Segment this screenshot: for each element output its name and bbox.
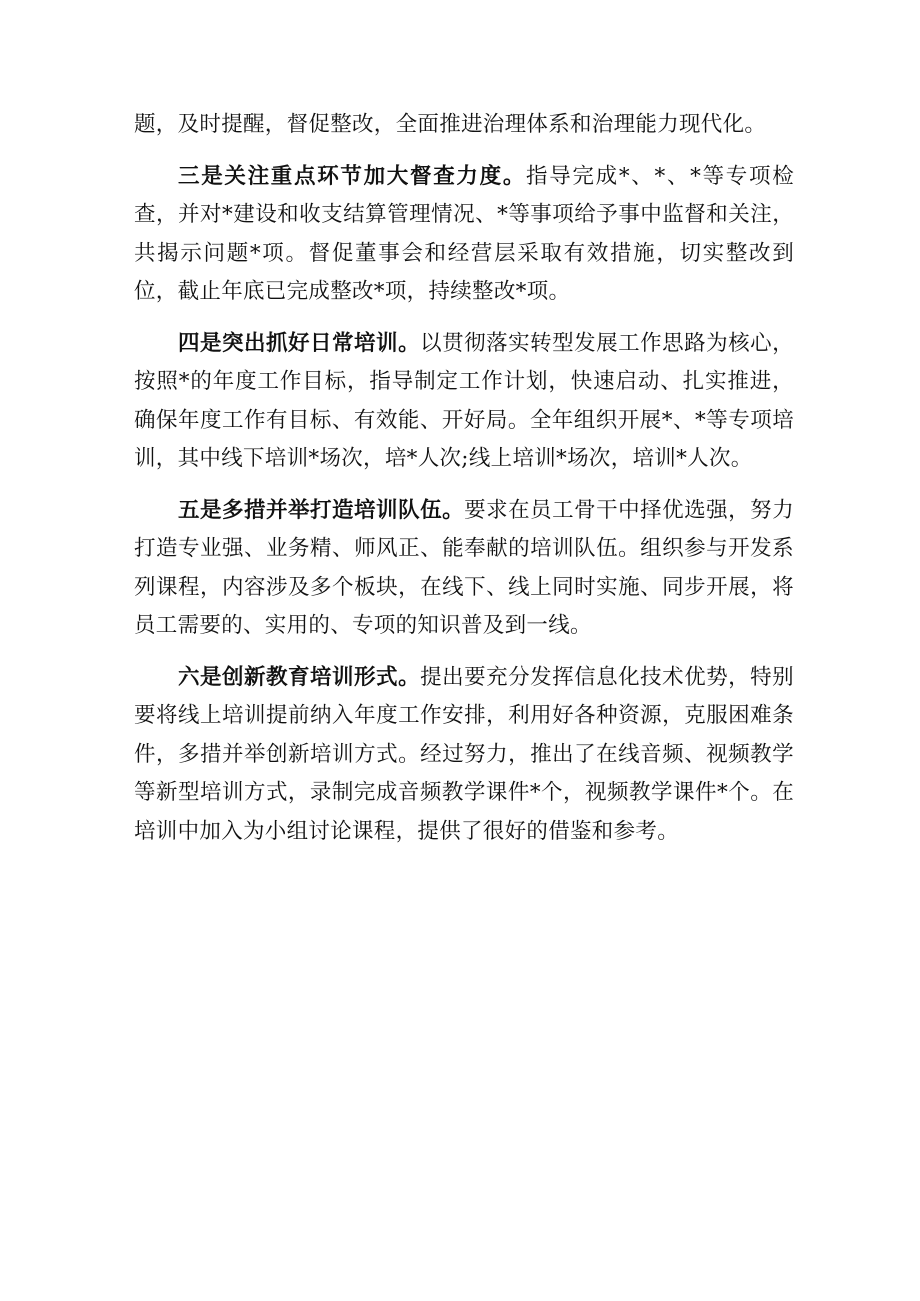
- paragraph-body: 以贯彻落实转型发展工作思路为核心，按照*的年度工作目标，指导制定工作计划，快速启动、扎实推进，确保年度工作有目标、有效能、开好局。全年组织开展*、*等专项培训，其中线下培训*场次，培*人次;线上培训*场次，培训*人次。: [134, 330, 794, 471]
- paragraph-training-team: [134, 492, 794, 646]
- paragraph-body: 提出要充分发挥信息化技术优势，特别要将线上培训提前纳入年度工作安排，利用好各种资源，克服困难条件，多措并举创新培训方式。经过努力，推出了在线音频、视频教学等新型培训方式，录制完成音频教学课件*个，视频教学课件*个。在培训中加入为小组讨论课程，提供了很好的借鉴和参考。: [134, 664, 794, 844]
- paragraph-heading: 五是多措并举打造培训队伍。: [178, 497, 465, 523]
- paragraph-body: 题，及时提醒，督促整改，全面推进治理体系和治理能力现代化。: [134, 112, 767, 137]
- paragraph-heading: 四是突出抓好日常培训。: [178, 330, 421, 356]
- paragraph-inspection: [134, 158, 794, 312]
- paragraph-training-format: [134, 659, 794, 852]
- document-body: [134, 106, 794, 851]
- paragraph-body: 指导完成*、*、*等专项检查，并对*建设和收支结算管理情况、*等事项给予事中监督和关注，共揭示问题*项。督促董事会和经营层采取有效措施，切实整改到位，截止年底已完成整改*项，持续整改*项。: [134, 163, 794, 304]
- paragraph-body: 要求在员工骨干中择优选强，努力打造专业强、业务精、师风正、能奉献的培训队伍。组织参与开发系列课程，内容涉及多个板块，在线下、线上同时实施、同步开展，将员工需要的、实用的、专项的知识普及到一线。: [134, 497, 794, 638]
- paragraph-continuation: [134, 106, 794, 145]
- paragraph-heading: 六是创新教育培训形式。: [178, 664, 421, 690]
- paragraph-daily-training: [134, 325, 794, 479]
- paragraph-heading: 三是关注重点环节加大督查力度。: [178, 163, 527, 189]
